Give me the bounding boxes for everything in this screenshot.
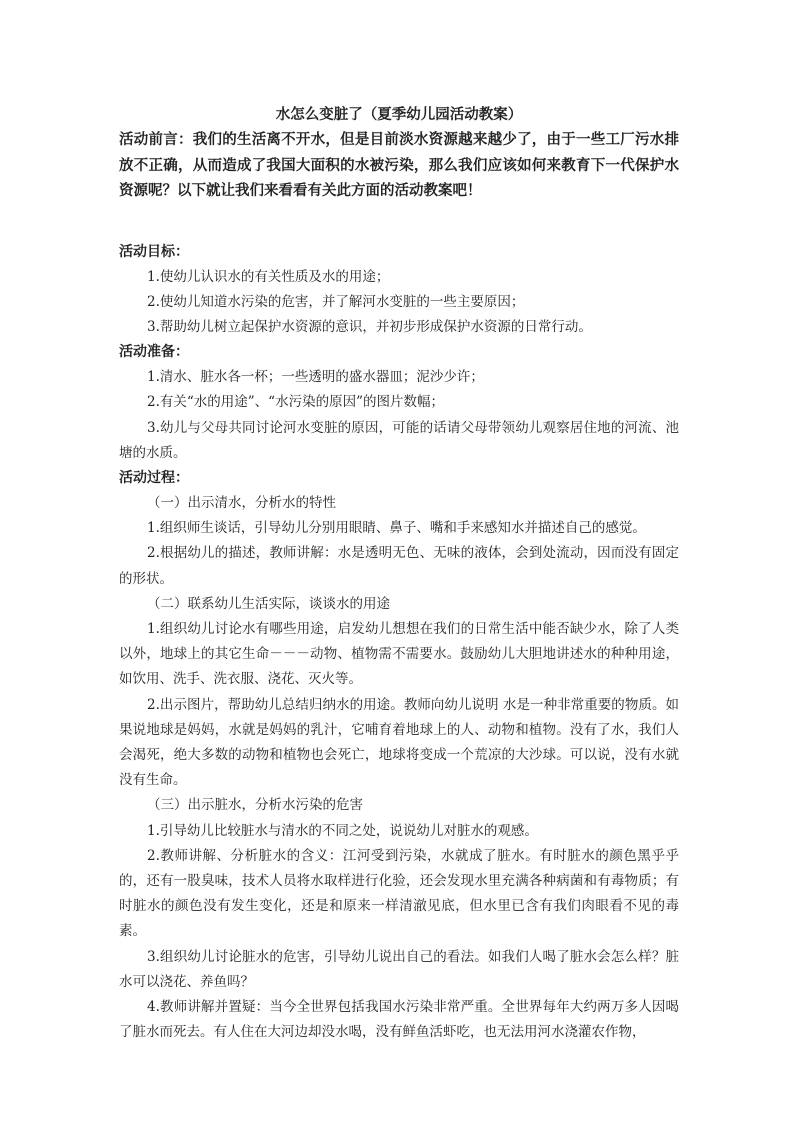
prep-item-1: 1.清水、脏水各一杯；一些透明的盛水器皿；泥沙少许；	[147, 369, 484, 386]
goals-heading: 活动目标：	[119, 243, 189, 260]
document-page	[119, 103, 679, 1045]
part3-item-1: 1.引导幼儿比较脏水与清水的不同之处，说说幼儿对脏水的观感。	[147, 822, 538, 839]
part1-title: （一）出示清水，分析水的特性	[147, 494, 336, 511]
part3-item-2: 2.教师讲解、分析脏水的含义：江河受到污染，水就成了脏水。有时脏水的颜色黑乎乎的，还有一股臭味，技术人员将水取样进行化验，还会发现水里充满各种病菌和有毒物质；有时脏水的颜色没有发生变化，还是和原来一样清澈见底，但水里已含有我们肉眼看不见的毒素。	[119, 847, 679, 940]
part2-title: （二）联系幼儿生活实际，谈谈水的用途	[147, 595, 390, 612]
intro-paragraph: 活动前言：我们的生活离不开水，但是目前淡水资源越来越少了，由于一些工厂污水排放不正确，从而造成了我国大面积的水被污染，那么我们应该如何来教育下一代保护水资源呢？以下就让我们来看看有关此方面的活动教案吧！	[119, 131, 679, 199]
prep-heading: 活动准备：	[119, 344, 189, 361]
goal-item-1: 1.使幼儿认识水的有关性质及水的用途；	[147, 268, 390, 285]
part2-item-1: 1.组织幼儿讨论水有哪些用途，启发幼儿想想在我们的日常生活中能否缺少水，除了人类以外，地球上的其它生命－－－动物、植物需不需要水。鼓励幼儿大胆地讲述水的种种用途，如饮用、洗手、洗衣服、浇花、灭火等。	[119, 620, 679, 688]
part1-item-2: 2.根据幼儿的描述，教师讲解：水是透明无色、无味的液体，会到处流动，因而没有固定的形状。	[119, 545, 679, 587]
part1-item-1: 1.组织师生谈话，引导幼儿分别用眼睛、鼻子、嘴和手来感知水并描述自己的感觉。	[147, 520, 646, 537]
document-title: 水怎么变脏了（夏季幼儿园活动教案）	[275, 106, 523, 123]
blank-line	[119, 204, 679, 240]
part3-item-4: 4.教师讲解并置疑：当今全世界包括我国水污染非常严重。全世界每年大约两万多人因喝了脏水而死去。有人住在大河边却没水喝，没有鲜鱼活虾吃，也无法用河水浇灌农作物，	[119, 998, 679, 1041]
goal-item-3: 3.帮助幼儿树立起保护水资源的意识，并初步形成保护水资源的日常行动。	[147, 318, 592, 335]
part3-title: （三）出示脏水，分析水污染的危害	[147, 797, 363, 814]
part3-item-3: 3.组织幼儿讨论脏水的危害，引导幼儿说出自己的看法。如我们人喝了脏水会怎么样？脏水可以浇花、养鱼吗？	[119, 948, 679, 990]
prep-item-3: 3.幼儿与父母共同讨论河水变脏的原因，可能的话请父母带领幼儿观察居住地的河流、池塘的水质。	[119, 419, 679, 461]
prep-item-2: 2.有关“水的用途”、“水污染的原因”的图片数幅；	[147, 394, 444, 411]
process-heading: 活动过程：	[119, 469, 189, 486]
goal-item-2: 2.使幼儿知道水污染的危害，并了解河水变脏的一些主要原因；	[147, 293, 525, 310]
part2-item-2: 2.出示图片，帮助幼儿总结归纳水的用途。教师向幼儿说明 水是一种非常重要的物质。如果说地球是妈妈，水就是妈妈的乳汁，它哺育着地球上的人、动物和植物。没有了水，我们人会渴死，绝大多数的动物和植物也会死亡，地球将变成一个荒凉的大沙球。可以说，没有水就没有生命。	[119, 696, 679, 789]
